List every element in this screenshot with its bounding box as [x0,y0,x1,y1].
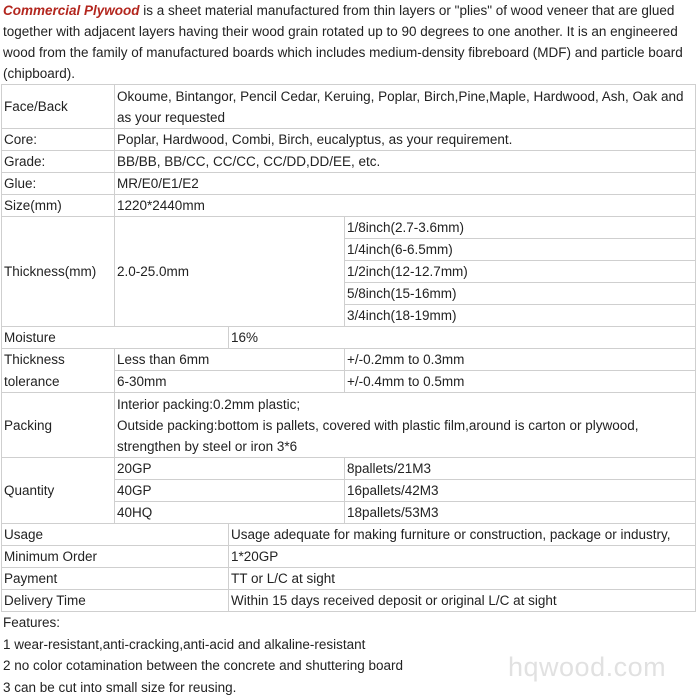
quantity-value: 18pallets/53M3 [345,502,696,524]
delivery-value: Within 15 days received deposit or original L/C at sight [229,590,696,612]
brand-name: Commercial Plywood [3,3,140,18]
min-order-value: 1*20GP [229,546,696,568]
thickness-option: 1/2inch(12-12.7mm) [345,261,696,283]
quantity-value: 16pallets/42M3 [345,480,696,502]
usage-value: Usage adequate for making furniture or construction, package or industry, [229,524,696,546]
feature-item: 2 no color cotamination between the concrete and shuttering board [3,655,696,677]
tolerance-value: +/-0.2mm to 0.3mm [345,349,696,371]
moisture-value: 16% [229,327,696,349]
face-back-value: Okoume, Bintangor, Pencil Cedar, Keruing, Poplar, Birch,Pine,Maple, Hardwood, Ash, Oak and as your requested [115,85,696,129]
size-value: 1220*2440mm [115,195,696,217]
moisture-label: Moisture [2,327,229,349]
quantity-label: Quantity [2,458,115,524]
thickness-option: 3/4inch(18-19mm) [345,305,696,327]
payment-label: Payment [2,568,229,590]
grade-value: BB/BB, BB/CC, CC/CC, CC/DD,DD/EE, etc. [115,151,696,173]
face-back-label: Face/Back [2,85,115,129]
intro-text: is a sheet material manufactured from thin layers or "plies" of wood veneer that are glued together with adjacent layers having their wood grain rotated up to 90 degrees to one another. It is an engineered wood from the family of manufactured boards which includes medium-density fibreboard (MDF) and particle board (chipboard). [3,3,683,81]
packing-outside: Outside packing:bottom is pallets, covered with plastic film,around is carton or plywood, strengthen by steel or iron 3*6 [117,415,695,457]
glue-value: MR/E0/E1/E2 [115,173,696,195]
thickness-option: 1/4inch(6-6.5mm) [345,239,696,261]
quantity-value: 8pallets/21M3 [345,458,696,480]
tolerance-label-line2: tolerance [2,371,115,393]
tolerance-label-line1: Thickness [2,349,115,371]
grade-label: Grade: [2,151,115,173]
packing-value [115,393,696,458]
payment-value: TT or L/C at sight [229,568,696,590]
size-label: Size(mm) [2,195,115,217]
packing-label: Packing [2,393,115,458]
features-heading: Features: [3,612,696,634]
thickness-option: 5/8inch(15-16mm) [345,283,696,305]
quantity-container: 20GP [115,458,345,480]
feature-item: 3 can be cut into small size for reusing. [3,677,696,698]
tolerance-range: Less than 6mm [115,349,345,371]
feature-item: 1 wear-resistant,anti-cracking,anti-acid and alkaline-resistant [3,634,696,656]
thickness-label: Thickness(mm) [2,217,115,327]
intro-paragraph [0,0,696,84]
tolerance-value: +/-0.4mm to 0.5mm [345,371,696,393]
usage-label: Usage [2,524,229,546]
delivery-label: Delivery Time [2,590,229,612]
thickness-option: 1/8inch(2.7-3.6mm) [345,217,696,239]
quantity-container: 40HQ [115,502,345,524]
watermark: hqwood.com [508,656,666,678]
core-label: Core: [2,129,115,151]
min-order-label: Minimum Order [2,546,229,568]
tolerance-range: 6-30mm [115,371,345,393]
spec-table [1,84,696,612]
quantity-container: 40GP [115,480,345,502]
glue-label: Glue: [2,173,115,195]
thickness-range: 2.0-25.0mm [115,217,345,327]
core-value: Poplar, Hardwood, Combi, Birch, eucalyptus, as your requirement. [115,129,696,151]
packing-interior: Interior packing:0.2mm plastic; [117,394,695,415]
